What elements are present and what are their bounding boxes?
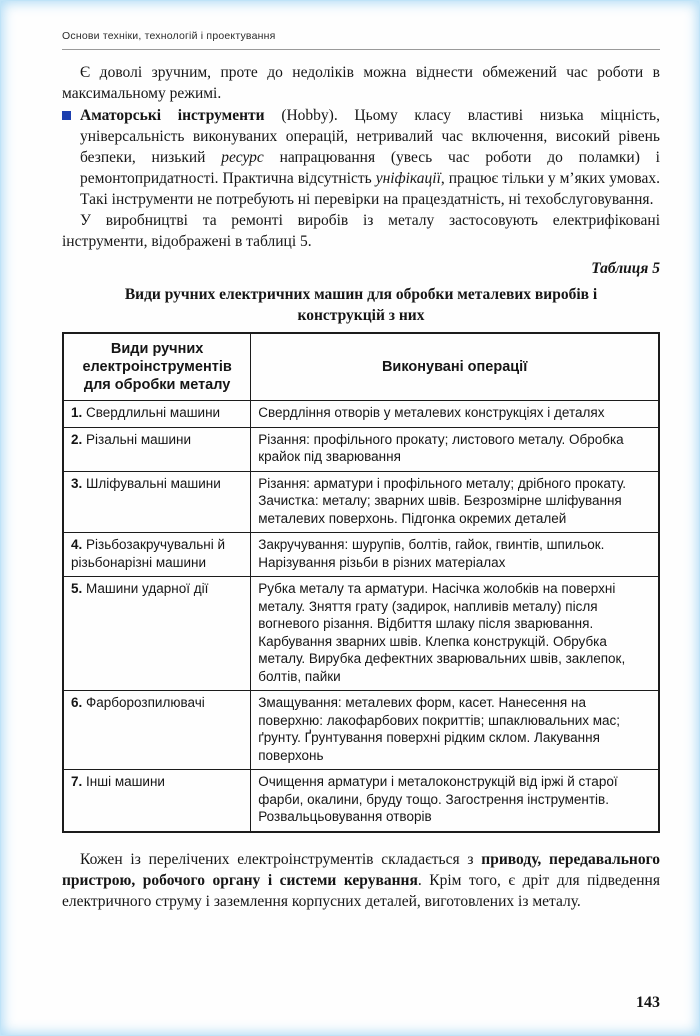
square-bullet-icon [62, 111, 71, 120]
paragraph-lead-to-table: У виробництві та ремонті виробів із металу застосовують електрифіковані інструменти, відображені в таблиці 5. [62, 212, 660, 250]
paragraph-intro: Є доволі зручним, проте до недоліків можна віднести обмежений час роботи в максимальному режимі. [62, 64, 660, 102]
tool-type: Машини ударної дії [86, 581, 209, 596]
tool-type-cell [63, 533, 251, 577]
term-italic-unifikatsiya: уніфікації [375, 170, 441, 187]
terms-bold-components: приводу, передавального пристрою, робочого органу і системи керування [62, 850, 660, 889]
row-number: 7. [71, 774, 83, 789]
paragraph-closing: Кожен із перелічених електроінструментів складається з приводу, передавального пристрою, робочого органу і системи керування. Крім того, є дріт для підведення електричного струму і заземлення корпусних деталей, виготовлених із металу. [62, 850, 660, 910]
operations-cell: Змащування: металевих форм, касет. Нанесення на поверхню: лакофарбових покриттів; шпаклювальних мас; ґрунту. Ґрунтування поверхні рідким склом. Лакування поверхонь [251, 691, 659, 770]
running-header [62, 30, 660, 50]
operations-cell: Рубка металу та арматури. Насічка жолобків на поверхні металу. Зняття грату (задирок, напливів металу) після вогневого різання. Відбиття шлаку після зварювання. Карбування зварних швів. Клепка конструкцій. Обрубка металу. Вирубка дефектних зварювальних швів, заклепок, болтів, пайки [251, 577, 659, 691]
tool-type: Різальні машини [86, 431, 192, 447]
tool-type-cell [63, 577, 251, 691]
table-row [63, 691, 659, 770]
table-row [63, 401, 659, 428]
page-content [62, 62, 660, 1010]
row-number: 2. [71, 431, 83, 447]
table-row [63, 427, 659, 471]
table-row [63, 533, 659, 577]
tool-type-cell [63, 471, 251, 533]
tool-type-cell [63, 427, 251, 471]
column-header-operations: Виконувані операції [251, 333, 659, 401]
table-row [63, 770, 659, 832]
operations-cell: Очищення арматури і металоконструкцій від іржі й старої фарби, окалини, бруду тощо. Загострення інструментів. Розвальцьовування отворів [251, 770, 659, 832]
table-title: Види ручних електричних машин для обробки металевих виробів і конструкцій з них [124, 286, 598, 324]
operations-cell: Свердління отворів у металевих конструкціях і деталях [251, 401, 659, 428]
row-number: 3. [71, 475, 83, 491]
table-caption: Таблиця 5 [591, 260, 660, 277]
term-bold: Аматорські інструменти [80, 107, 265, 124]
bullet-paragraph: Аматорські інструменти (Hobby). Цьому класу властиві низька міцність, універсальність виконуваних операцій, нетривалий час включення, високий рівень безпеки, низький ресурс напрацювання (увесь час роботи до поламки) і ремонтопридатності. Практична відсутність уніфікації, працює тільки у м’яких умовах. Такі інструменти не потребують ні перевірки на працездатність, ні техобслуговування. [80, 107, 661, 208]
table-header-row [63, 333, 659, 401]
page-number: 143 [636, 994, 660, 1011]
row-number: 4. [71, 537, 83, 552]
tool-type: Свердлильні машини [86, 405, 221, 420]
column-header-tool-types: Види ручних електроінструментів для обробки металу [63, 333, 251, 401]
tool-type-cell [63, 401, 251, 428]
tool-type: Різьбозакручувальні й різьбонарізні машини [71, 537, 226, 570]
tool-type: Інші машини [86, 774, 165, 789]
row-number: 1. [71, 405, 83, 420]
operations-cell: Закручування: шурупів, болтів, гайок, гвинтів, шпильок. Нарізування різьби в різних матеріалах [251, 533, 659, 577]
tools-operations-table [62, 332, 660, 833]
table-row [63, 577, 659, 691]
bullet-item-hobby-tools [62, 105, 660, 210]
operations-cell: Різання: профільного прокату; листового металу. Обробка крайок під зварювання [251, 427, 659, 471]
tool-type: Фарборозпилювачі [86, 695, 205, 710]
row-number: 5. [71, 581, 83, 596]
table-row [63, 471, 659, 533]
tool-type-cell [63, 770, 251, 832]
operations-cell: Різання: арматури і профільного металу; дрібного прокату. Зачистка: металу; зварних швів. Безрозмірне шліфування металевих поверхонь. Підгонка окремих деталей [251, 471, 659, 533]
term-italic-resurs: ресурс [221, 149, 264, 166]
tool-type-cell [63, 691, 251, 770]
chapter-title: Основи техніки, технологій і проектування [62, 30, 276, 42]
row-number: 6. [71, 695, 83, 710]
tool-type: Шліфувальні машини [86, 475, 221, 491]
